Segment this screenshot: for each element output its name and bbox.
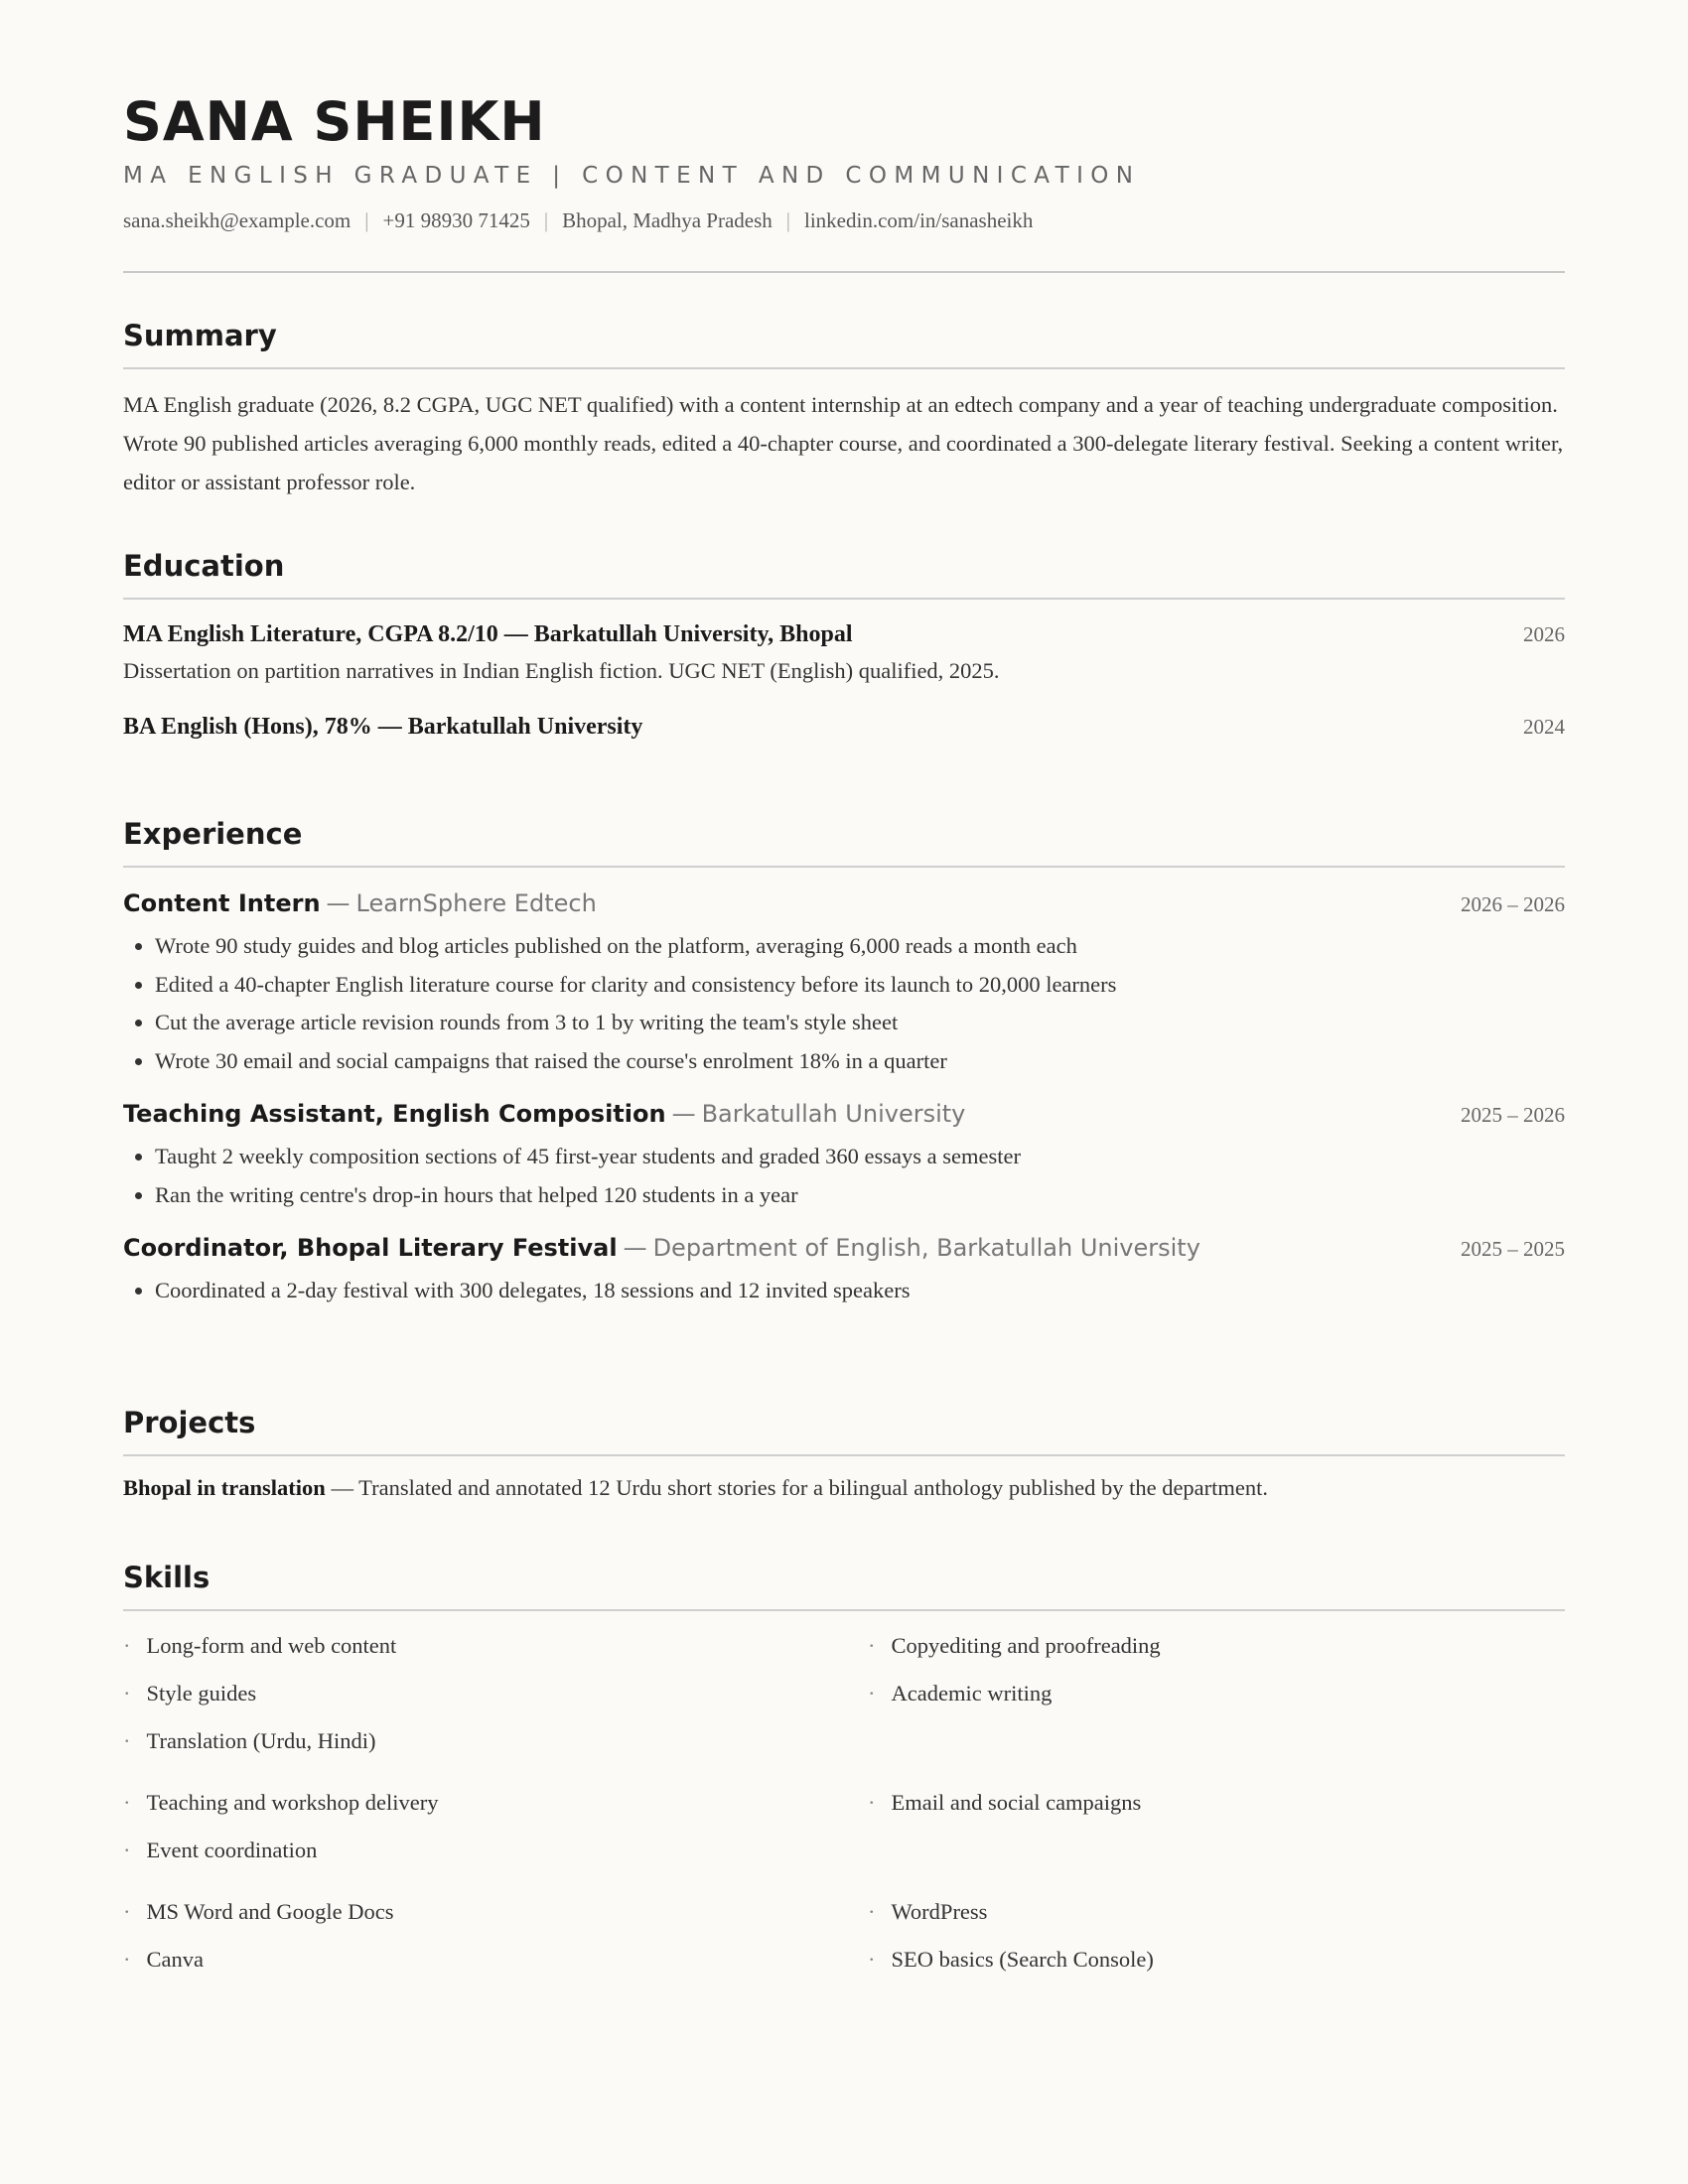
education-section <box>123 548 1565 741</box>
job-bullet: • Coordinated a 2-day festival with 300 delegates, 18 sessions and 12 invited speakers <box>155 1272 1565 1310</box>
contact-separator: | <box>543 208 549 232</box>
skill-label: Canva <box>146 1947 204 1972</box>
projects-section <box>123 1405 1565 1504</box>
contact-line <box>123 206 1565 234</box>
resume-header <box>123 89 1565 234</box>
contact-linkedin[interactable]: linkedin.com/in/sanasheikh <box>804 208 1034 232</box>
bullet-dot: · <box>868 1899 876 1924</box>
contact-phone[interactable]: +91 98930 71425 <box>382 208 530 232</box>
job-title: Content Intern <box>123 889 321 917</box>
skills-group <box>123 1897 1565 1992</box>
section-heading: Skills <box>123 1561 211 1594</box>
project-entry <box>123 1472 1565 1504</box>
section-heading: Projects <box>123 1406 256 1439</box>
skill-item <box>123 1679 868 1726</box>
bullet-dot: · <box>868 1790 876 1815</box>
degree-title: BA English (Hons), 78% — Barkatullah University <box>123 714 643 740</box>
skill-label: WordPress <box>891 1899 988 1924</box>
section-divider <box>123 1609 1565 1611</box>
skill-item <box>868 1897 1563 1945</box>
header-divider <box>123 271 1565 273</box>
skill-label: Copyediting and proofreading <box>891 1633 1161 1658</box>
skill-item <box>123 1788 868 1836</box>
degree-date: 2026 <box>1523 622 1565 646</box>
job-organization: Department of English, Barkatullah University <box>652 1234 1200 1262</box>
job-organization: Barkatullah University <box>701 1100 966 1128</box>
job-bullet: • Edited a 40-chapter English literature course for clarity and consistency before its launch to 20,000 learners <box>155 966 1565 1005</box>
job-date: 2026 – 2026 <box>1461 892 1565 916</box>
job-date: 2025 – 2025 <box>1461 1237 1565 1261</box>
job-bullets <box>123 927 1565 1080</box>
section-divider <box>123 367 1565 369</box>
project-description: — Translated and annotated 12 Urdu short stories for a bilingual anthology published by the department. <box>325 1475 1269 1500</box>
skill-label: Academic writing <box>891 1681 1053 1706</box>
skill-label: Email and social campaigns <box>891 1790 1142 1815</box>
skill-item <box>123 1945 868 1992</box>
skill-item <box>123 1897 868 1945</box>
education-entry <box>123 714 1565 741</box>
bullet-dot: · <box>868 1947 876 1972</box>
skill-item <box>123 1631 868 1679</box>
skill-item <box>123 1836 868 1883</box>
skill-item <box>868 1788 1563 1836</box>
bullet-dot: · <box>868 1633 876 1658</box>
skills-group <box>123 1788 1565 1883</box>
skill-item <box>123 1726 868 1774</box>
education-entry <box>123 621 1565 686</box>
skill-label: SEO basics (Search Console) <box>891 1947 1154 1972</box>
skill-label: Teaching and workshop delivery <box>146 1790 439 1815</box>
section-heading: Education <box>123 549 285 583</box>
job-title: Teaching Assistant, English Composition <box>123 1100 666 1128</box>
job-entry <box>123 1234 1565 1310</box>
degree-title: MA English Literature, CGPA 8.2/10 — Barkatullah University, Bhopal <box>123 621 853 647</box>
project-name: Bhopal in translation <box>123 1475 326 1500</box>
job-dash: — <box>671 1100 696 1128</box>
section-heading: Experience <box>123 817 303 851</box>
section-heading: Summary <box>123 319 277 352</box>
job-bullets <box>123 1138 1565 1214</box>
job-bullets <box>123 1272 1565 1310</box>
summary-text: MA English graduate (2026, 8.2 CGPA, UGC NET qualified) with a content internship at an edtech company and a year of teaching undergraduate composition. Wrote 90 published articles averaging 6,000 monthly reads, edited a 40-chapter course, and coordinated a 300-delegate literary festival. Seeking a content writer, editor or assistant professor role. <box>123 392 1564 494</box>
job-bullet: • Ran the writing centre's drop-in hours that helped 120 students in a year <box>155 1176 1565 1215</box>
bullet-dot: · <box>123 1790 131 1815</box>
job-dash: — <box>326 889 351 917</box>
candidate-name: SANA SHEIKH <box>123 90 546 153</box>
skill-label: Long-form and web content <box>146 1633 397 1658</box>
bullet-dot: · <box>123 1728 131 1753</box>
bullet-dot: · <box>123 1899 131 1924</box>
degree-date: 2024 <box>1523 715 1565 739</box>
summary-section <box>123 318 1565 501</box>
job-bullet: • Cut the average article revision rounds from 3 to 1 by writing the team's style sheet <box>155 1004 1565 1042</box>
job-bullet: • Wrote 30 email and social campaigns that raised the course's enrolment 18% in a quarter <box>155 1042 1565 1081</box>
job-date: 2025 – 2026 <box>1461 1103 1565 1127</box>
contact-email[interactable]: sana.sheikh@example.com <box>123 208 352 232</box>
section-divider <box>123 1454 1565 1456</box>
bullet-dot: · <box>123 1838 131 1862</box>
job-entry <box>123 889 1565 1080</box>
candidate-tagline: MA ENGLISH GRADUATE | CONTENT AND COMMUNICATION <box>123 163 1141 189</box>
job-title: Coordinator, Bhopal Literary Festival <box>123 1234 618 1262</box>
contact-separator: | <box>364 208 369 232</box>
skill-label: MS Word and Google Docs <box>146 1899 394 1924</box>
skill-item <box>868 1631 1563 1679</box>
skill-label: Event coordination <box>146 1838 318 1862</box>
section-divider <box>123 866 1565 868</box>
job-organization: LearnSphere Edtech <box>355 889 597 917</box>
job-dash: — <box>623 1234 647 1262</box>
bullet-dot: · <box>123 1947 131 1972</box>
bullet-dot: · <box>868 1681 876 1706</box>
contact-separator: | <box>785 208 790 232</box>
experience-section <box>123 816 1565 1310</box>
bullet-dot: · <box>123 1681 131 1706</box>
section-divider <box>123 598 1565 600</box>
skill-item <box>868 1945 1563 1992</box>
skill-label: Style guides <box>146 1681 257 1706</box>
job-bullet: • Taught 2 weekly composition sections of 45 first-year students and graded 360 essays a semester <box>155 1138 1565 1176</box>
skill-label: Translation (Urdu, Hindi) <box>146 1728 376 1753</box>
bullet-dot: · <box>123 1633 131 1658</box>
skill-item <box>868 1679 1563 1726</box>
job-bullet: • Wrote 90 study guides and blog articles published on the platform, averaging 6,000 reads a month each <box>155 927 1565 966</box>
contact-location: Bhopal, Madhya Pradesh <box>562 208 773 232</box>
degree-description: Dissertation on partition narratives in Indian English fiction. UGC NET (English) qualified, 2025. <box>123 658 1000 683</box>
skills-section <box>123 1560 1565 1992</box>
skills-group <box>123 1631 1565 1774</box>
job-entry <box>123 1100 1565 1214</box>
